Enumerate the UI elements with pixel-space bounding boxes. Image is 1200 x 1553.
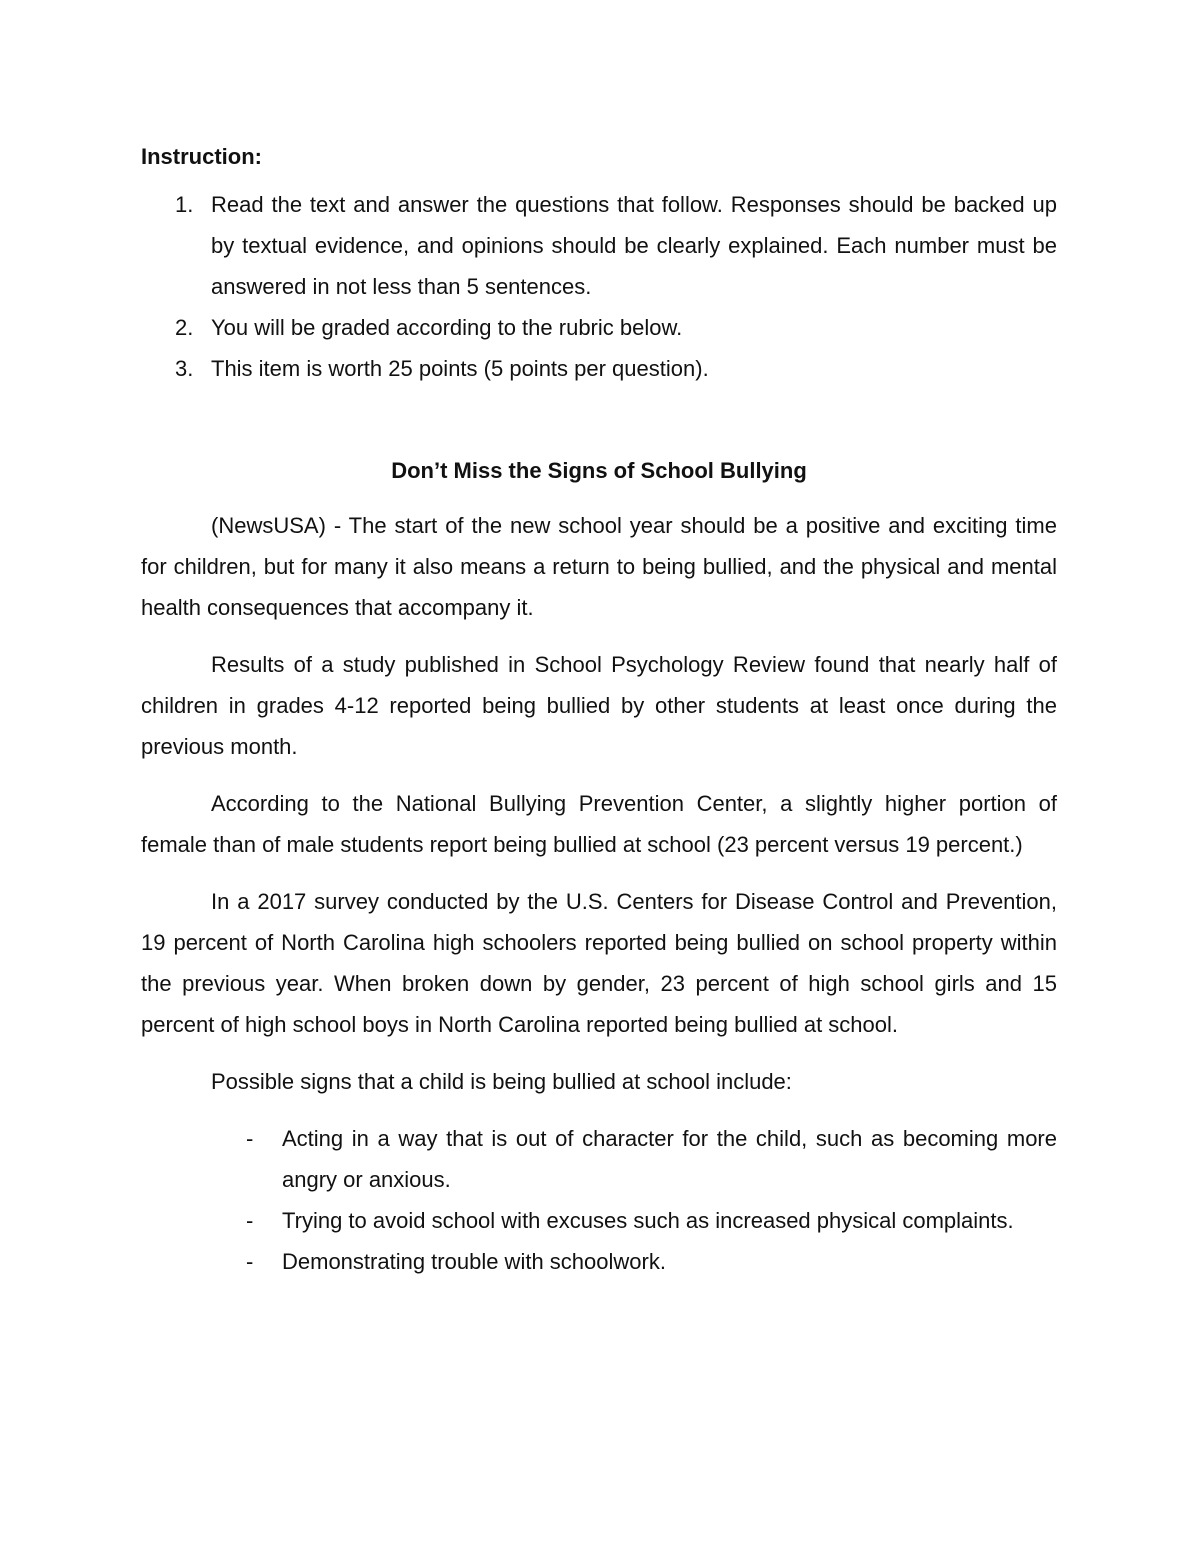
sign-text: Trying to avoid school with excuses such as increased physical complaints. (282, 1208, 1014, 1233)
signs-intro: Possible signs that a child is being bullied at school include: (211, 1069, 792, 1094)
document-page (141, 138, 1057, 1282)
sign-text: Demonstrating trouble with schoolwork. (282, 1249, 666, 1274)
article-paragraph: Results of a study published in School Psychology Review found that nearly half of children in grades 4-12 reported being bullied by other students at least once during the previous month. (141, 652, 1057, 759)
sign-item (141, 1200, 1057, 1241)
sign-text: Acting in a way that is out of character for the child, such as becoming more angry or anxious. (282, 1126, 1057, 1192)
instruction-number: 2. (175, 315, 194, 340)
article-title: Don’t Miss the Signs of School Bullying (391, 458, 807, 483)
instruction-text: Read the text and answer the questions that follow. Responses should be backed up by textual evidence, and opinions should be clearly explained. Each number must be answered in not less than 5 sentences. (211, 192, 1057, 299)
article-paragraph: (NewsUSA) - The start of the new school year should be a positive and exciting time for children, but for many it also means a return to being bullied, and the physical and mental health consequences that accompany it. (141, 513, 1057, 620)
article-paragraph: In a 2017 survey conducted by the U.S. Centers for Disease Control and Prevention, 19 percent of North Carolina high schoolers reported being bullied on school property within the previous year. When broken down by gender, 23 percent of high school girls and 15 percent of high school boys in North Carolina reported being bullied at school. (141, 889, 1057, 1037)
instruction-number: 3. (175, 356, 194, 381)
instruction-item (141, 184, 1057, 307)
instruction-text: You will be graded according to the rubric below. (211, 315, 683, 340)
instruction-list (141, 184, 1057, 389)
instruction-text: This item is worth 25 points (5 points per question). (211, 356, 709, 381)
dash-marker: - (246, 1208, 254, 1233)
signs-list (141, 1118, 1057, 1282)
sign-item (141, 1118, 1057, 1200)
article-paragraph: According to the National Bullying Prevention Center, a slightly higher portion of female than of male students report being bullied at school (23 percent versus 19 percent.) (141, 791, 1057, 857)
instruction-heading: Instruction: (141, 144, 262, 169)
instruction-number: 1. (175, 192, 194, 217)
instruction-item (141, 307, 1057, 348)
sign-item (141, 1241, 1057, 1282)
dash-marker: - (246, 1249, 254, 1274)
dash-marker: - (246, 1126, 254, 1151)
instruction-item (141, 348, 1057, 389)
